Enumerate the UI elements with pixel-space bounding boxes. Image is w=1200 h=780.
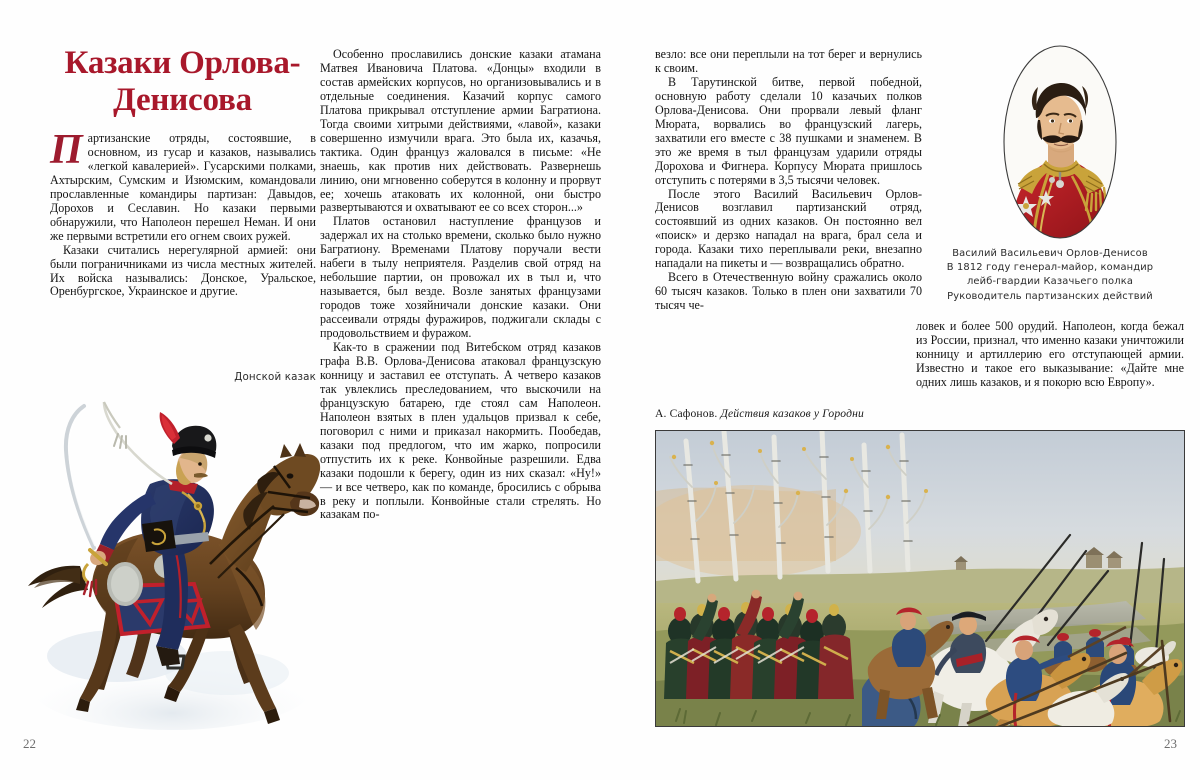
portrait-svg [1002,44,1118,240]
battle-svg [656,431,1185,727]
paragraph [655,271,922,313]
portrait-caption-line-2: В 1812 году генерал-майор, командир [946,262,1154,274]
portrait-caption-line-3: лейб-гвардии Казачьего полка [966,276,1134,288]
caption-portrait [916,247,1184,304]
paragraph-text: Как-то в сражении под Витебском отряд казаков графа В.В. Орлова-Денисова атаковал французскую конницу и заставил ее отступать. А четверо казаков так увлеклись преследованием, что выскочили на французскую батарею, где стоял сам Наполеон. Наполеон взятых в плен удальцов призвал к себе, поговорил с ними и приказал накормить. Пообедав, казаки под предлогом, что им жарко, попросили отпустить их к реке. Конвойные разрешили. Едва казаки подошли к берегу, один из них сказал: «Ну!» — и все четверо, как по команде, бросились с обрыва в реку и поплыли. Конвойные стали стрелять. Но казакам по- [320,340,601,522]
don-cossack-svg [22,388,322,733]
title-line-2: Денисова [113,82,252,119]
drop-cap: П [50,127,83,173]
text-column-3 [655,48,922,313]
battle-caption-author: А. Сафонов. [655,407,721,420]
paragraph [916,320,1184,390]
title-line-1: Казаки Орлова- [64,45,301,81]
caption-battle [655,407,1185,420]
text-column-1 [50,127,316,299]
paragraph [50,127,316,244]
paragraph [655,76,922,188]
page-title [50,45,315,120]
illustration-don-cossack [22,388,322,733]
paragraph [50,244,316,300]
paragraph [655,48,922,76]
paragraph-text: Платов остановил наступление французов и задержал их на столько времени, сколько было нужно Багратиону. Временами Платову поручали вести набеги в тылу неприятеля. Разделив свой отряд на небольшие партии, он провожал их в тыл и, что называется, был везде. Возле занятых французами городов тоже хозяйничали донские казаки. Они рассеивали отряды фуражиров, поджигали склады с продовольствием и фуражом. [320,214,601,341]
paragraph [320,341,601,522]
portrait-caption-line-4: Руководитель партизанских действий [947,290,1153,302]
paragraph-text: везло: все они переплыли на тот берег и вернулись к своим. [655,47,922,75]
portrait-caption-line-1: Василий Васильевич Орлов-Денисов [952,248,1148,259]
illustration-orlov-denisov-portrait [1002,44,1118,240]
caption-cossack: Донской казак [234,371,316,383]
paragraph-text: В Тарутинской битве, первой победной, основную работу сделали 10 казачьих полков Орлова-Денисова. Они прорвали левый фланг Мюрата, ворвались во французский лагерь, захватили его вместе с 38 пушками и знаменем. В это же время в тыл французам ударили отряды Дорохова и Фигнера. Корпусу Мюрата пришлось отступить с потерями в 3,5 тысячи человек. [655,74,922,187]
paragraph [655,188,922,272]
paragraph-text: Всего в Отечественную войну сражались около 60 тысяч казаков. Только в плен они захватили 70 тысяч че- [655,270,922,313]
battle-caption-title: Действия казаков у Городни [720,407,864,420]
paragraph [320,48,601,215]
folio-left: 22 [23,736,36,751]
paragraph-text: Казаки считались нерегулярной армией: они были пограничниками из числа местных жителей. Их войска назывались: Донское, Уральское, Оренбургское, Украинское и другие. [50,242,316,299]
text-column-4 [916,320,1184,390]
paragraph-text: После этого Василий Васильевич Орлов-Денисов возглавил партизанский отряд, состоявший из одних казаков. Он постоянно вел «поиск» и дерзко нападал на врага, брал села и города. Казаки тихо переплывали реки, внезапно нападали на пикеты и — возвращались обратно. [655,186,922,271]
paragraph-text: ловек и более 500 орудий. Наполеон, когда бежал из России, признал, что именно казаки уничтожили конницу и артиллерию его отступающей армии. Известно и такое его выказывание: «Дайте мне одних лишь казаков, и я покорю всю Европу». [916,319,1184,389]
paragraph [320,215,601,341]
folio-right: 23 [1164,736,1177,751]
illustration-battle-gorodnya [655,430,1185,727]
text-column-2 [320,48,601,522]
paragraph-text: Особенно прославились донские казаки атамана Матвея Ивановича Платова. «Донцы» входили в состав армейских корпусов, но организовывались и в отдельные соединения. Казачий корпус самого Платова прикрывал отступление армии Багратиона. Тогда своими хитрыми действиями, «лавой», казаки совершенно измучили врага. Это была их, казачья, тактика. Один француз жаловался в письме: «Не знаешь, как против них действовать. Развернешь линию, они мгновенно соберутся в колонну и прорвут ее; хочешь атаковать их колонной, они быстро развертываются и охватывают ее со всех сторон...» [320,47,601,215]
paragraph-text: артизанские отряды, состоявшие, в основном, из гусар и казаков, назывались «легкой кавалерией». Гусарскими полками, Ахтырским, Сумским и Изюмским, командовали прославленные командиры партизан: Давыдов, Дорохов и Сеславин. Но казаки первыми обнаружили, что Наполеон перешел Неман. И они же первыми встретили его огнем своих ружей. [50,131,316,243]
